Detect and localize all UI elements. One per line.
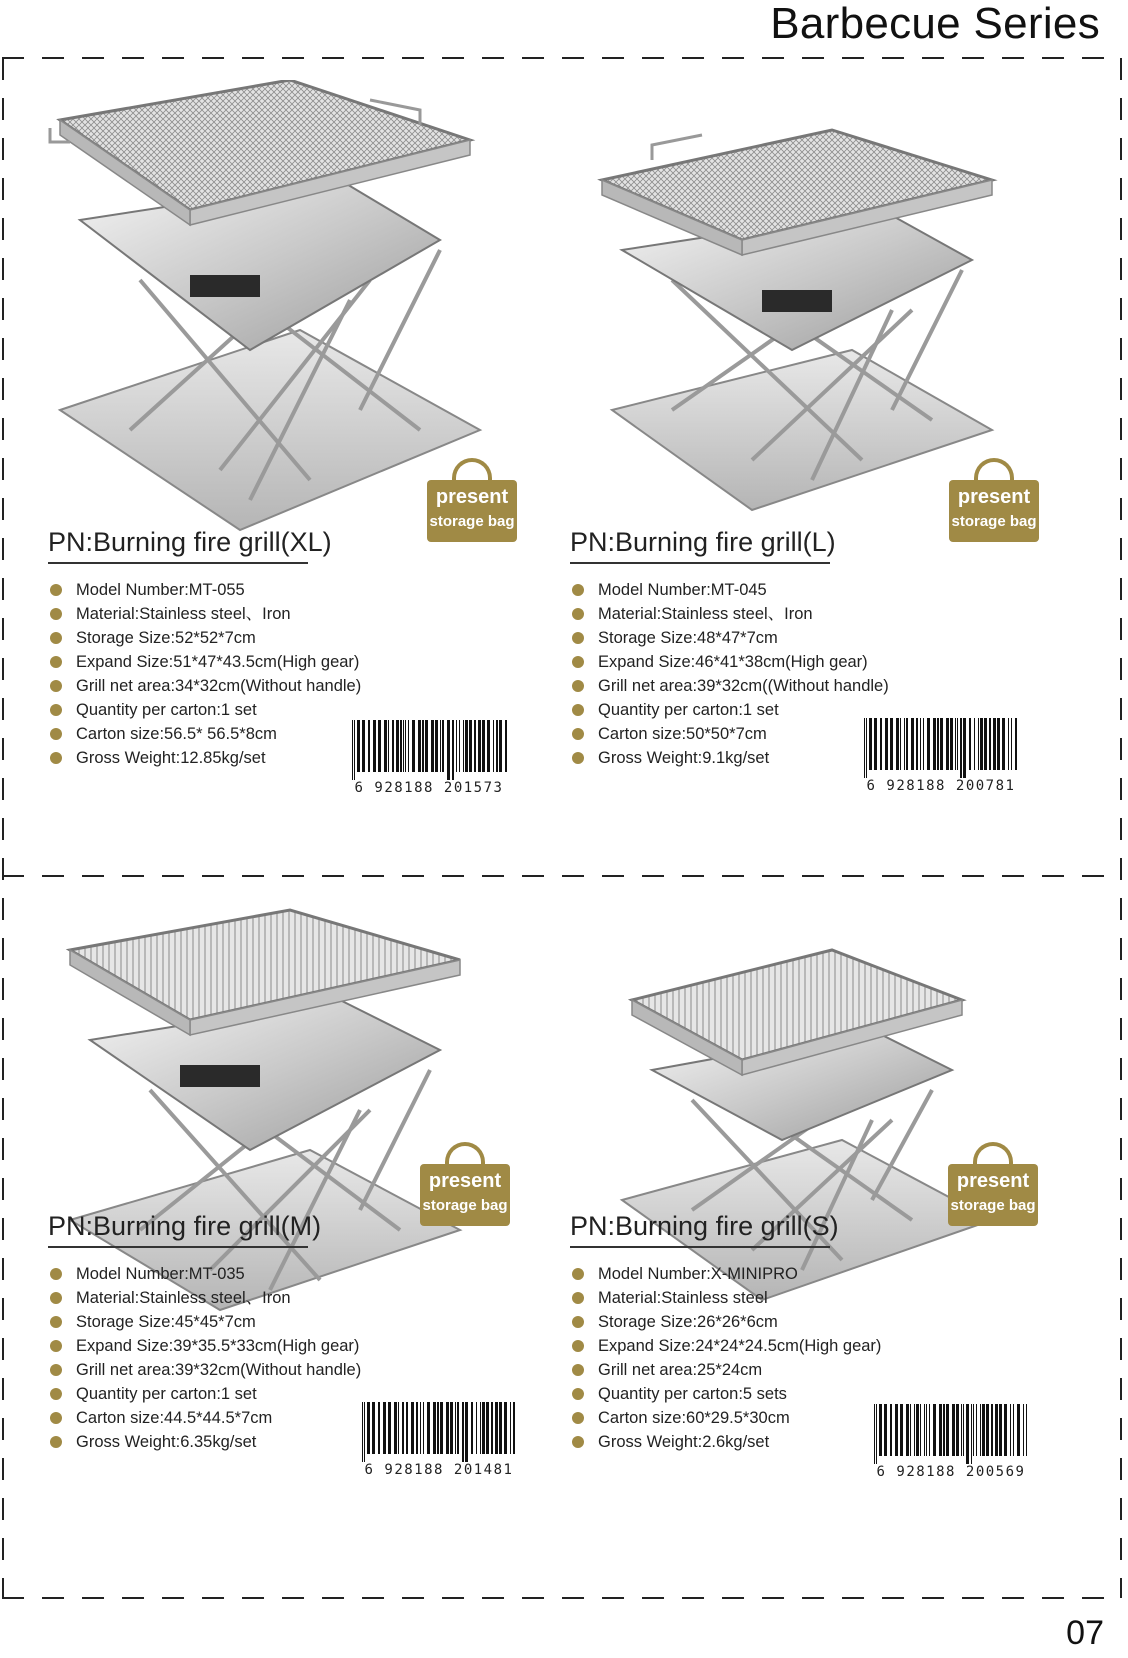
barcode-bar: [910, 1404, 911, 1456]
barcode-bar: [452, 720, 454, 780]
barcode-bar: [885, 718, 888, 770]
barcode-bar: [408, 720, 409, 772]
barcode-bar: [966, 1404, 969, 1464]
barcode-bar: [997, 718, 1000, 770]
barcode-bar: [982, 1404, 985, 1456]
barcode-bar: [465, 1402, 468, 1462]
barcode-bar: [398, 1402, 399, 1454]
barcode-bar: [976, 1404, 977, 1456]
barcode-bar: [969, 718, 971, 770]
barcode-digits: 6 928188 201481: [364, 1462, 514, 1478]
barcode-bar: [510, 1402, 511, 1454]
barcode-bar: [491, 1402, 493, 1454]
barcode-bar: [906, 718, 908, 770]
barcode-bar: [469, 720, 472, 772]
product-card-s: [552, 790, 1102, 1560]
barcode-bar: [916, 1404, 919, 1456]
barcode-bar: [388, 720, 389, 772]
barcode-bar: [400, 720, 402, 772]
barcode-bar: [378, 1402, 380, 1454]
spec-quantity: Quantity per carton:1 set: [48, 698, 361, 722]
spec-material: Material:Stainless steel: [570, 1286, 881, 1310]
barcode-bar: [373, 720, 376, 772]
barcode-bar: [963, 718, 966, 778]
barcode-bar: [482, 720, 485, 772]
barcode-bar: [974, 718, 975, 770]
barcode-bar: [895, 1404, 898, 1456]
barcode-bar: [420, 1402, 421, 1454]
barcode-bar: [943, 1404, 945, 1456]
barcode-bar: [900, 1404, 903, 1456]
page-title: Barbecue Series: [770, 0, 1100, 48]
barcode-bar: [384, 720, 387, 772]
barcode-bar: [980, 1404, 981, 1456]
product-title: PN:Burning fire grill(L): [570, 527, 836, 557]
barcode-bar: [411, 1402, 414, 1454]
spec-grill-area: Grill net area:39*32cm(Without handle): [48, 1358, 361, 1382]
spec-material: Material:Stainless steel、Iron: [570, 602, 889, 626]
spec-carton-size: Carton size:50*50*7cm: [570, 722, 889, 746]
barcode-bar: [963, 1404, 964, 1456]
barcode-bar: [1002, 718, 1005, 770]
title-underline: [48, 562, 308, 564]
barcode-bar: [866, 718, 867, 778]
barcode-bar: [950, 718, 953, 770]
barcode-bar: [504, 1402, 507, 1454]
barcode-bar: [487, 720, 490, 772]
barcode-bar: [442, 720, 444, 772]
barcode-bar: [986, 1404, 989, 1456]
barcode-bar: [352, 720, 353, 780]
badge-line2: storage bag: [422, 1197, 508, 1214]
spec-grill-area: Grill net area:34*32cm(Without handle): [48, 674, 361, 698]
barcode-bar: [896, 718, 899, 770]
spec-model: Model Number:MT-035: [48, 1262, 361, 1286]
barcode-bar: [513, 1402, 515, 1454]
barcode-bar: [993, 718, 996, 770]
barcode-bar: [367, 1402, 370, 1454]
spec-grill-area: Grill net area:25*24cm: [570, 1358, 881, 1382]
barcode-bar: [952, 1404, 955, 1456]
spec-material: Material:Stainless steel、Iron: [48, 602, 361, 626]
product-title: PN:Burning fire grill(M): [48, 1211, 322, 1241]
barcode-bar: [999, 1404, 1002, 1456]
barcode-bar: [929, 1404, 930, 1456]
barcode: [348, 720, 510, 796]
barcode-bar: [495, 1402, 498, 1454]
barcode-bar: [884, 1404, 887, 1456]
barcode-bar: [486, 1402, 489, 1454]
spec-list: [570, 578, 889, 770]
barcode-bar: [1026, 1404, 1027, 1456]
barcode-bar: [457, 1402, 459, 1454]
barcode-bar: [926, 1404, 927, 1456]
barcode-bar: [427, 1402, 430, 1454]
barcode-bar: [961, 1404, 962, 1456]
barcode-bar: [946, 718, 949, 770]
spec-list: [48, 1262, 361, 1454]
barcode-bar: [914, 1404, 915, 1456]
spec-storage-size: Storage Size:52*52*7cm: [48, 626, 361, 650]
barcode-bar: [422, 720, 424, 772]
barcode-bar: [890, 1404, 892, 1456]
barcode-bar: [1010, 1404, 1011, 1456]
barcode-bar: [864, 718, 865, 778]
barcode-bar: [499, 1402, 502, 1454]
spec-model: Model Number:MT-045: [570, 578, 889, 602]
storage-bag-badge: [949, 458, 1039, 542]
barcode-bar: [440, 720, 441, 772]
barcode-bar: [412, 720, 415, 772]
badge-line2: storage bag: [950, 1197, 1036, 1214]
barcode-bar: [403, 720, 404, 772]
barcode-bar: [920, 1404, 921, 1456]
barcode-bar: [937, 718, 939, 770]
barcode-bar: [904, 718, 905, 770]
spec-gross-weight: Gross Weight:12.85kg/set: [48, 746, 361, 770]
storage-bag-badge: [948, 1142, 1038, 1226]
barcode-bar: [869, 718, 872, 770]
product-title: PN:Burning fire grill(S): [570, 1211, 839, 1241]
barcode: [870, 1404, 1032, 1480]
barcode-bar: [364, 1402, 365, 1462]
barcode-bar: [450, 1402, 453, 1454]
barcode-bar: [496, 720, 498, 772]
spec-quantity: Quantity per carton:5 sets: [570, 1382, 881, 1406]
badge-line1: present: [957, 486, 1031, 508]
barcode-bar: [425, 720, 428, 772]
barcode-bar: [923, 718, 924, 770]
barcode-bar: [447, 720, 450, 780]
barcode-bar: [927, 718, 930, 770]
barcode-bar: [505, 720, 507, 772]
title-underline: [48, 1246, 308, 1248]
spec-quantity: Quantity per carton:1 set: [48, 1382, 361, 1406]
barcode-bar: [924, 1404, 925, 1456]
barcode-bar: [471, 1402, 473, 1454]
spec-quantity: Quantity per carton:1 set: [570, 698, 889, 722]
barcode-bar: [446, 1402, 449, 1454]
spec-material: Material:Stainless steel、Iron: [48, 1286, 361, 1310]
barcode-bar: [995, 1404, 998, 1456]
barcode-digits: 6 928188 200781: [866, 778, 1016, 794]
barcode-bar: [476, 1402, 477, 1454]
barcode: [358, 1402, 520, 1478]
barcode-bar: [478, 720, 481, 772]
barcode-bar: [1013, 1404, 1014, 1456]
spec-expand-size: Expand Size:24*24*24.5cm(High gear): [570, 1334, 881, 1358]
storage-bag-badge: [427, 458, 517, 542]
spec-model: Model Number:MT-055: [48, 578, 361, 602]
barcode-bar: [879, 1404, 882, 1456]
product-title: PN:Burning fire grill(XL): [48, 527, 332, 557]
barcode-bar: [946, 1404, 949, 1456]
badge-line1: present: [428, 1170, 502, 1192]
barcode-bar: [394, 1402, 397, 1454]
barcode-bar: [874, 1404, 875, 1464]
title-underline: [570, 562, 830, 564]
barcode-bar: [474, 720, 476, 772]
barcode-bar: [1004, 1404, 1007, 1456]
spec-expand-size: Expand Size:46*41*38cm(High gear): [570, 650, 889, 674]
barcode-bar: [933, 1404, 936, 1456]
barcode-bar: [957, 718, 958, 770]
barcode-bar: [906, 1404, 909, 1456]
product-card-xl: [30, 70, 580, 840]
barcode-bar: [437, 1402, 439, 1454]
badge-line1: present: [435, 486, 509, 508]
barcode-bar: [991, 1404, 993, 1456]
barcode-bar: [406, 1402, 408, 1454]
spec-expand-size: Expand Size:39*35.5*33cm(High gear): [48, 1334, 361, 1358]
spec-list: [48, 578, 361, 770]
spec-list: [570, 1262, 881, 1454]
barcode-bar: [465, 720, 468, 772]
barcode-bar: [388, 1402, 391, 1454]
barcode-bar: [1015, 718, 1017, 770]
barcode-bar: [978, 718, 979, 770]
barcode-bar: [362, 1402, 363, 1462]
barcode-digits: 6 928188 201573: [354, 780, 504, 796]
barcode-bar: [362, 720, 365, 772]
barcode-bar: [372, 1402, 375, 1454]
barcode-digits: 6 928188 200569: [876, 1464, 1026, 1480]
barcode-bar: [499, 720, 502, 772]
barcode-bar: [916, 718, 918, 770]
spec-model: Model Number:X-MINIPRO: [570, 1262, 881, 1286]
barcode-bar: [462, 1402, 464, 1462]
spec-expand-size: Expand Size:51*47*43.5cm(High gear): [48, 650, 361, 674]
barcode-bar: [940, 718, 943, 770]
barcode-bar: [459, 720, 460, 772]
product-card-m: [30, 790, 580, 1560]
barcode-bar: [480, 1402, 481, 1454]
spec-storage-size: Storage Size:45*45*7cm: [48, 1310, 361, 1334]
spec-grill-area: Grill net area:39*32cm((Without handle): [570, 674, 889, 698]
barcode-bar: [973, 1404, 974, 1456]
barcode-bar: [984, 718, 987, 770]
barcode-bar: [890, 718, 893, 770]
spec-storage-size: Storage Size:26*26*6cm: [570, 1310, 881, 1334]
spec-carton-size: Carton size:56.5* 56.5*8cm: [48, 722, 361, 746]
badge-line2: storage bag: [429, 513, 515, 530]
barcode-bar: [1011, 718, 1012, 770]
barcode-bar: [1008, 718, 1009, 770]
barcode-bar: [920, 718, 921, 770]
barcode-bar: [980, 718, 983, 770]
spec-gross-weight: Gross Weight:2.6kg/set: [570, 1430, 881, 1454]
barcode-bar: [431, 720, 434, 772]
barcode-bar: [354, 720, 355, 780]
spec-storage-size: Storage Size:48*47*7cm: [570, 626, 889, 650]
badge-line2: storage bag: [951, 513, 1037, 530]
spec-carton-size: Carton size:60*29.5*30cm: [570, 1406, 881, 1430]
barcode-bar: [960, 718, 962, 778]
barcode-bar: [435, 720, 438, 772]
barcode-bar: [493, 720, 494, 772]
barcode-bar: [455, 1402, 456, 1454]
storage-bag-badge: [420, 1142, 510, 1226]
badge-line1: present: [956, 1170, 1030, 1192]
barcode-bar: [876, 1404, 877, 1464]
barcode-bar: [911, 718, 914, 770]
spec-gross-weight: Gross Weight:9.1kg/set: [570, 746, 889, 770]
barcode-bar: [1017, 1404, 1020, 1456]
barcode-bar: [418, 720, 421, 772]
title-underline: [570, 1246, 830, 1248]
barcode-bar: [463, 720, 464, 772]
barcode-bar: [423, 1402, 424, 1454]
barcode-bar: [955, 718, 956, 770]
barcode-bar: [368, 720, 370, 772]
barcode: [860, 718, 1022, 794]
barcode-bar: [392, 720, 394, 772]
barcode-bar: [880, 718, 882, 770]
barcode-bar: [482, 1402, 485, 1454]
barcode-bar: [416, 1402, 418, 1454]
barcode-bar: [456, 720, 457, 772]
barcode-bar: [900, 718, 901, 770]
barcode-bar: [402, 1402, 404, 1454]
barcode-bar: [383, 1402, 386, 1454]
barcode-bar: [440, 1402, 443, 1454]
barcode-bar: [1023, 1404, 1024, 1456]
barcode-bar: [405, 720, 406, 772]
barcode-bar: [357, 720, 360, 772]
product-card-l: [552, 70, 1102, 840]
page-number: 07: [1066, 1614, 1104, 1652]
barcode-bar: [933, 718, 936, 770]
barcode-bar: [396, 720, 399, 772]
spec-carton-size: Carton size:44.5*44.5*7cm: [48, 1406, 361, 1430]
barcode-bar: [874, 718, 877, 770]
barcode-bar: [956, 1404, 959, 1456]
spec-gross-weight: Gross Weight:6.35kg/set: [48, 1430, 361, 1454]
barcode-bar: [378, 720, 381, 772]
barcode-bar: [971, 1404, 972, 1464]
barcode-bar: [939, 1404, 942, 1456]
barcode-bar: [989, 718, 991, 770]
barcode-bar: [433, 1402, 436, 1454]
